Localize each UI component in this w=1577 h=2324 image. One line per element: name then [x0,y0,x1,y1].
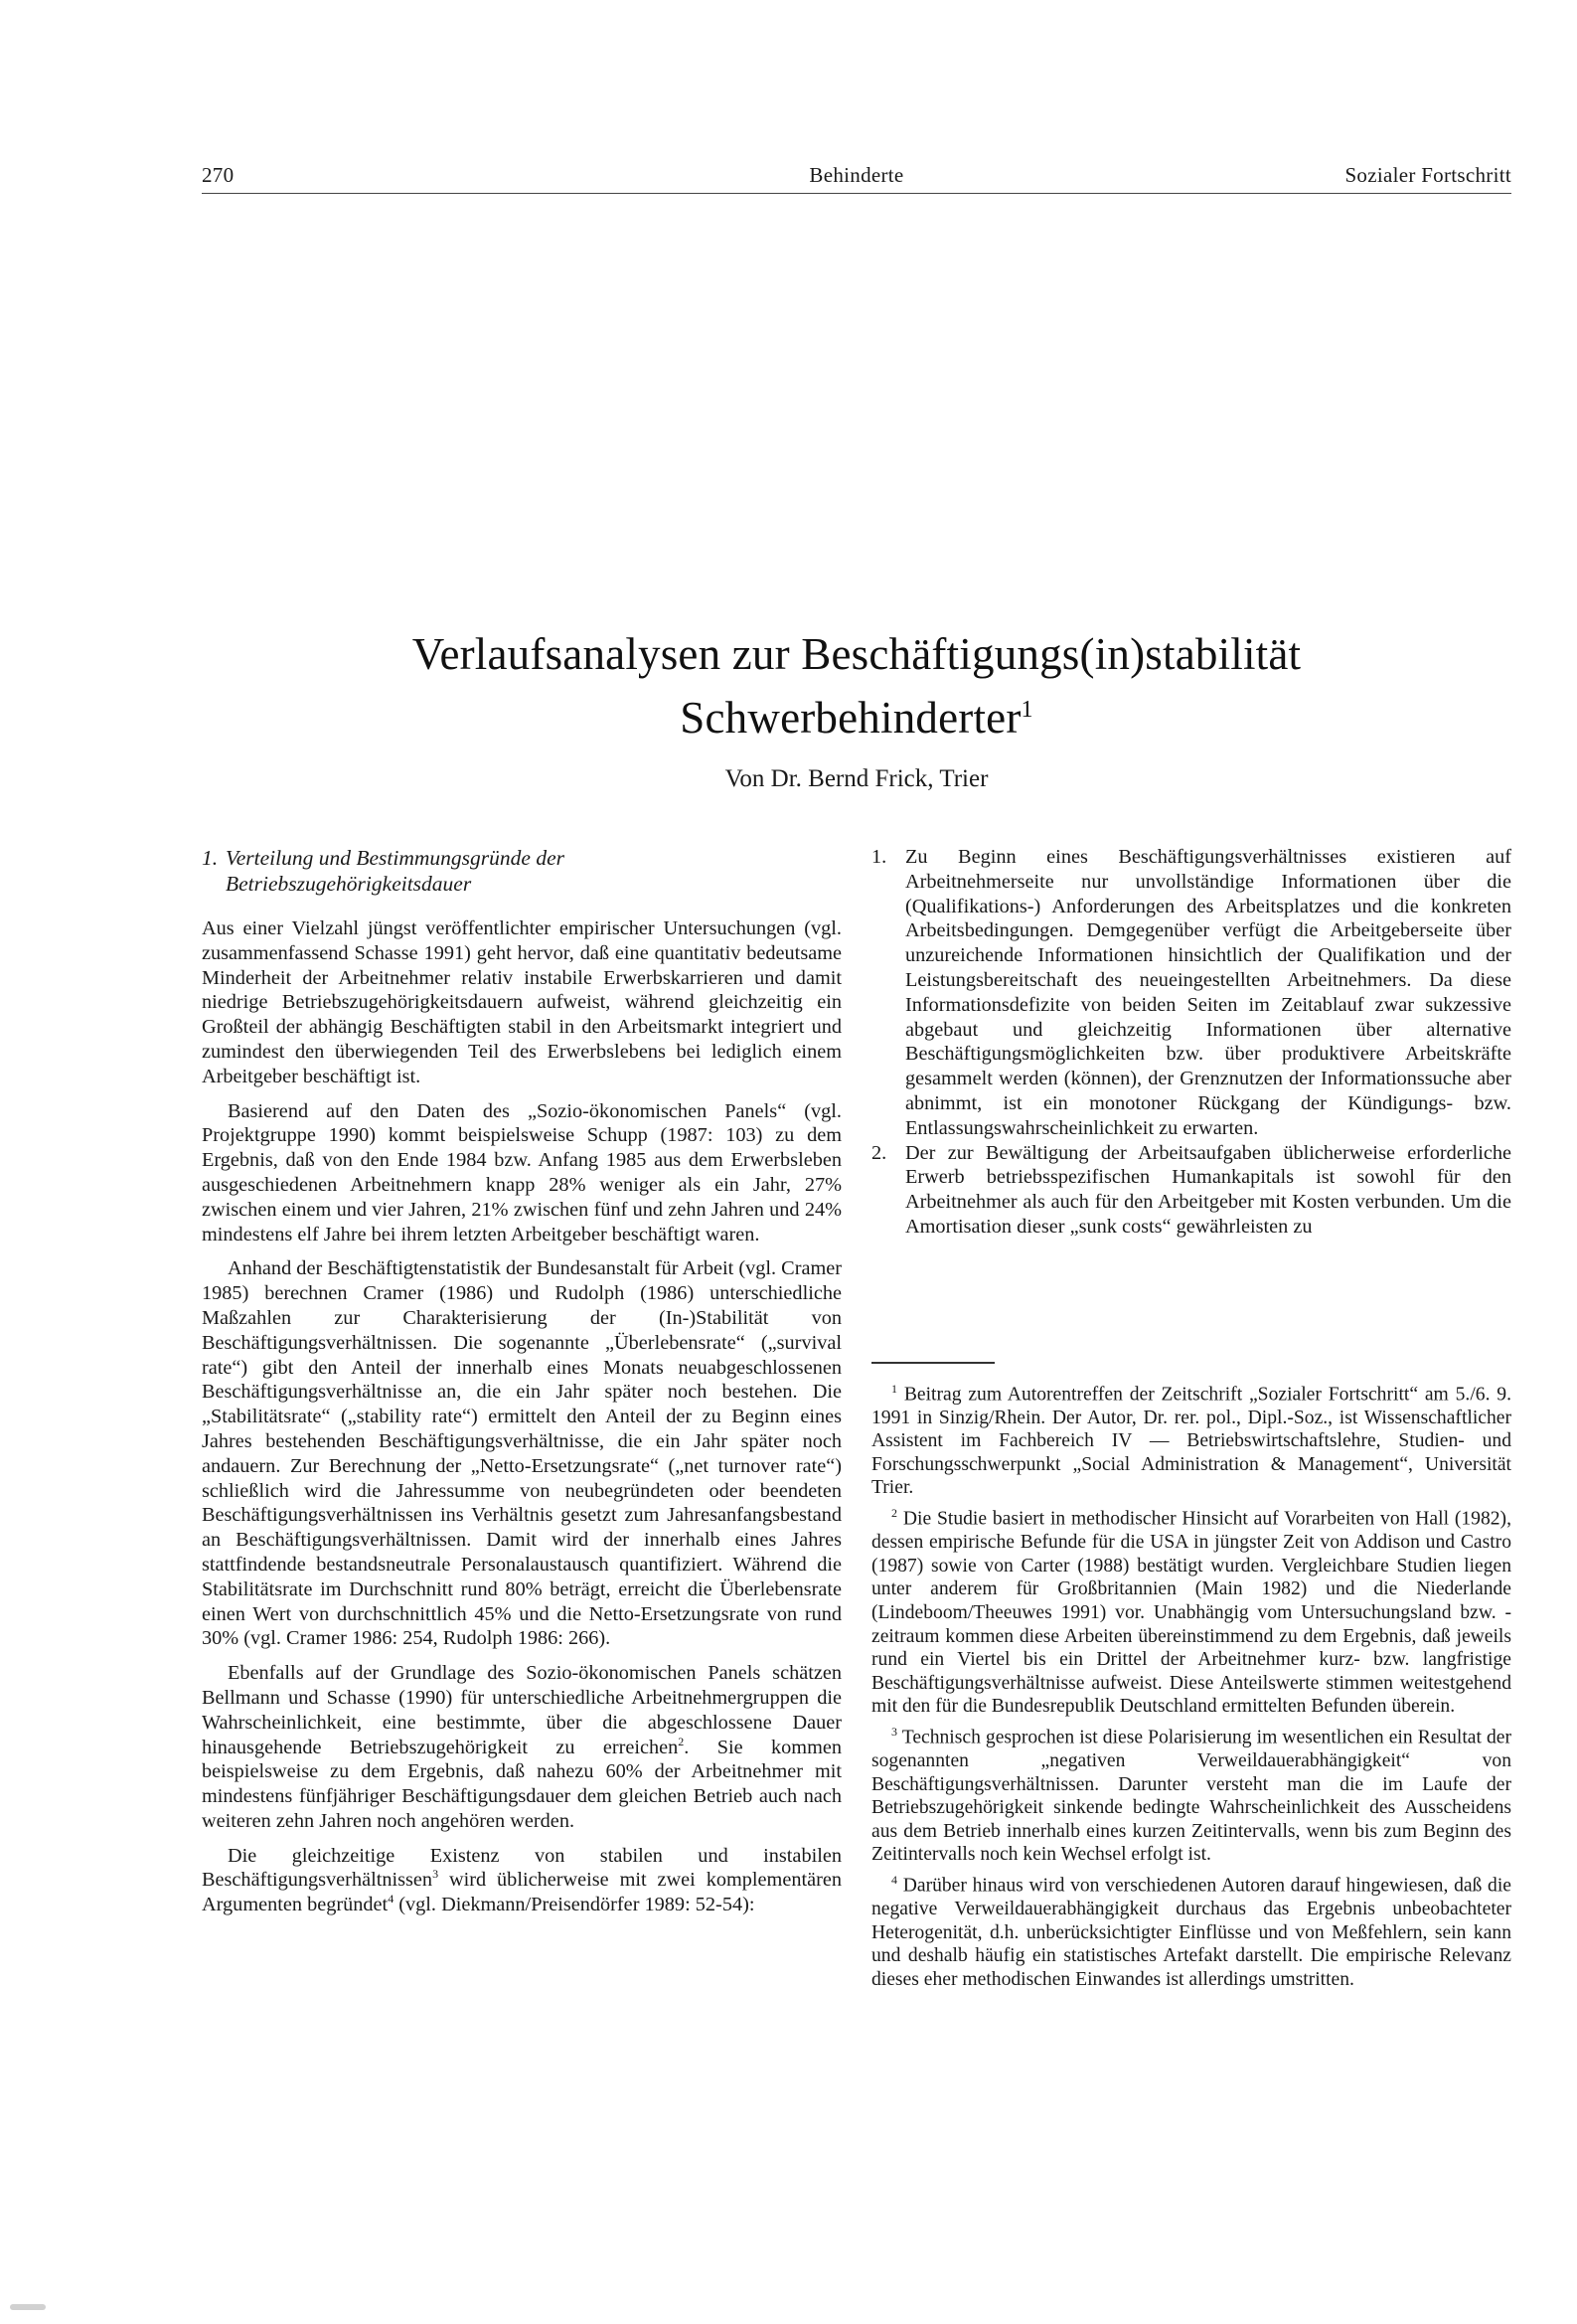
footnote [871,1378,1511,1501]
list-number: 1. [871,846,887,868]
paragraph: Basierend auf den Daten des „Sozio-ökonomischen Panels“ (vgl. Projektgruppe 1990) kommt beispielsweise Schupp (1987: 103) zu dem Ergebnis, daß von den Ende 1984 bzw. Anfang 1985 aus dem Erwerbsleben ausgeschiedenen Arbeitnehmern knapp 28% weniger als ein Jahr, 27% zwischen einem und vier Jahren, 21% zwischen fünf und zehn Jahren und 24% mindestens elf Jahre bei ihrem letzten Arbeitgeber beschäftigt waren. [202,1099,842,1245]
footnote-divider [871,1362,995,1364]
author-byline: Von Dr. Bernd Frick, Trier [724,765,989,792]
list-item [871,1141,1511,1240]
footnote [871,1869,1511,1992]
left-column [202,845,842,1927]
paragraph [202,1844,842,1917]
list-item [871,845,1511,1141]
journal-name: Sozialer Fortschritt [1344,163,1511,187]
title-line-2 [202,682,1511,746]
footnote-text: Technisch gesprochen ist diese Polarisierung im wesentlichen ein Resultat der sogenannten „negativen Verweildauerabhängigkeit“ von Beschäftigungsverhältnissen. Darunter versteht man die im Laufe der Betriebszugehörigkeit sinkende bedingte Wahrscheinlichkeit des Ausscheidens aus dem Betrieb innerhalb eines kurzen Zeitintervalls, wenn bis zum Beginn des Zeitintervalls noch kein Wechsel erfolgt ist. [871,1727,1512,1866]
footnotes [871,1362,1511,1993]
running-header [202,163,1511,194]
footnote-mark: 3 [891,1724,897,1739]
section-label: Behinderte [809,163,904,187]
paragraph-text: Die gleichzeitige Existenz von stabilen und instabilen Beschäftigungsverhältnissen [202,1844,842,1892]
page-number: 270 [202,163,235,187]
section-heading-line-1: Verteilung und Bestimmungsgründe der [226,846,564,870]
paragraph: Anhand der Beschäftigtenstatistik der Bundesanstalt für Arbeit (vgl. Cramer 1985) berechnen Cramer (1986) und Rudolph (1986) unterschiedliche Maßzahlen zur Charakterisierung der (In-)Stabilität von Beschäftigungsverhältnissen. Die sogenannte „Überlebensrate“ („survival rate“) gibt den Anteil der innerhalb eines Monats neuabgeschlossenen Beschäftigungsverhältnisse an, die ein Jahr später noch bestehen. Die „Stabilitätsrate“ („stability rate“) ermittelt den Anteil der zu Beginn eines Jahres bestehenden Beschäftigungsverhältnisse, die ein Jahr später noch andauern. Zur Berechnung der „Netto-Ersetzungsrate“ („net turnover rate“) schließlich wird die Jahressumme von neubegründeten oder beendeten Beschäftigungsverhältnissen ins Verhältnis gesetzt zum Jahresanfangsbestand an Beschäftigungsverhältnissen. Damit wird der innerhalb eines Jahres stattfindende bestandsneutrale Personalaustausch quantifiziert. Während die Stabilitätsrate im Durchschnitt rund 80% beträgt, erreicht die Überlebensrate einen Wert von durchschnittlich 45% und die Netto-Ersetzungsrate von rund 30% (vgl. Cramer 1986: 254, Rudolph 1986: 266). [202,1257,842,1650]
footnote-mark: 2 [891,1506,897,1520]
title-line-2-text: Schwerbehinderter [680,693,1022,743]
footnote-text: Beitrag zum Autorentreffen der Zeitschrift „Sozialer Fortschritt“ am 5./6. 9. 1991 in Sinzig/Rhein. Der Autor, Dr. rer. pol., Dipl.-Soz., ist Wissenschaftlicher Assistent im Fachbereich IV — Betriebswirtschaftslehre, Studien- und Forschungsschwerpunkt „Social Administration & Management“, Universität Trier. [871,1384,1511,1499]
footnote-ref-4: 4 [388,1892,394,1907]
list-number: 2. [871,1141,887,1164]
section-heading-line-2: Betriebszugehörigkeitsdauer [226,872,472,896]
footnote-text: Die Studie basiert in methodischer Hinsicht auf Vorarbeiten von Hall (1982), dessen empirische Befunde für die USA in jüngster Zeit von Addison und Castro (1987) sowie von Carter (1988) bestätigt wurden. Vergleichbare Studien liegen unter anderem für Großbritannien (Main 1982) und die Niederlande (Lindeboom/Theeuwes 1991) vor. Unabhängig vom Untersuchungsland bzw. -zeitraum kommen diese Arbeiten übereinstimmend zu dem Ergebnis, daß jeweils rund ein Viertel bis ein Drittel der Arbeitnehmer kurz- bzw. langfristige Beschäftigungsverhältnisse aufweist. Diese Anteilswerte stimmen weitestgehend mit den für die Bundesrepublik Deutschland ermittelten Befunden überein. [871,1508,1511,1718]
footnote-mark: 1 [891,1381,897,1396]
paragraph [202,1661,842,1834]
right-column [871,845,1511,1240]
paragraph-text: (vgl. Diekmann/Preisendörfer 1989: 52-54): [398,1894,755,1916]
paragraph-text: Sie kommen beispielsweise zu dem Ergebnis, daß nahezu 60% der Arbeitnehmer mit mindestens fünfjähriger Beschäftigungsdauer dem gleichen Betrieb auch nach weiteren zehn Jahren noch angehören werden. [202,1736,842,1832]
footnote-ref-2: 2 [678,1734,685,1748]
paragraph: Aus einer Vielzahl jüngst veröffentlichter empirischer Untersuchungen (vgl. zusammenfassend Schasse 1991) geht hervor, daß eine quantitativ bedeutsame Minderheit der Arbeitnehmer relativ instabile Erwerbskarrieren und damit niedrige Betriebszugehörigkeitsdauern aufweist, während gleichzeitig ein Großteil der abhängig Beschäftigten stabil in den Arbeitsmarkt integriert und zumindest den überwiegenden Teil des Erwerbslebens bei lediglich einem Arbeitgeber beschäftigt ist. [202,917,842,1087]
section-heading [202,845,842,897]
footnote-text: Darüber hinaus wird von verschiedenen Autoren darauf hingewiesen, daß die negative Verweildauerabhängigkeit durchaus das Ergebnis unbeobachteter Heterogenität, d.h. unberücksichtigter Einflüsse und von Meßfehlern, sein kann und deshalb häufig ein statistisches Artefakt darstellt. Die empirische Relevanz dieses eher methodischen Einwandes ist allerdings umstritten. [871,1875,1511,1990]
title-footnote-mark: 1 [1021,697,1033,723]
footnote [871,1721,1511,1867]
footnote-mark: 4 [891,1872,897,1887]
paragraph-text: Ebenfalls auf der Grundlage des Sozio-ökonomischen Panels schätzen Bellmann und Schasse (1990) für unterschiedliche Arbeitnehmergruppen die Wahrscheinlichkeit, eine bestimmte, über die abgeschlossene Dauer hinausgehende Betriebszugehörigkeit zu erreichen [202,1662,842,1758]
list-text: Der zur Bewältigung der Arbeitsaufgaben üblicherweise erforderliche Erwerb betriebsspezifischen Humankapitals ist sowohl für den Arbeitnehmer als auch für den Arbeitgeber mit Kosten verbunden. Um die Amortisation dieser „sunk costs“ gewährleisten zu [905,1141,1511,1238]
sentence-end: . [684,1736,690,1758]
title-line-1: Verlaufsanalysen zur Beschäftigungs(in)stabilität [411,629,1302,679]
list-text: Zu Beginn eines Beschäftigungsverhältnisses existieren auf Arbeitnehmerseite nur unvollständige Informationen über die (Qualifikations-) Anforderungen des Arbeitsplatzes und die konkreten Arbeitsbedingungen. Demgegenüber verfügt die Arbeitgeberseite über unzureichende Informationen hinsichtlich der Qualifikation und der Leistungsbereitschaft des neueingestellten Arbeitnehmers. Da diese Informationsdefizite von beiden Seiten im Zeitablauf zwar sukzessive abgebaut und gleichzeitig Informationen über alternative Beschäftigungsmöglichkeiten bzw. über produktivere Arbeitskräfte gesammelt werden (können), der Grenznutzen der Informationssuche aber abnimmt, ist ein monotoner Rückgang der Kündigungs- bzw. Entlassungswahrscheinlichkeit zu erwarten. [905,846,1511,1139]
article-title [202,626,1511,746]
footnote [871,1502,1511,1719]
paragraph-text: wird üblicherweise mit zwei komplementären Argumenten begründet [202,1869,842,1916]
footnote-ref-3: 3 [432,1867,439,1882]
scan-mark [10,2304,46,2310]
section-number: 1. [202,846,219,870]
